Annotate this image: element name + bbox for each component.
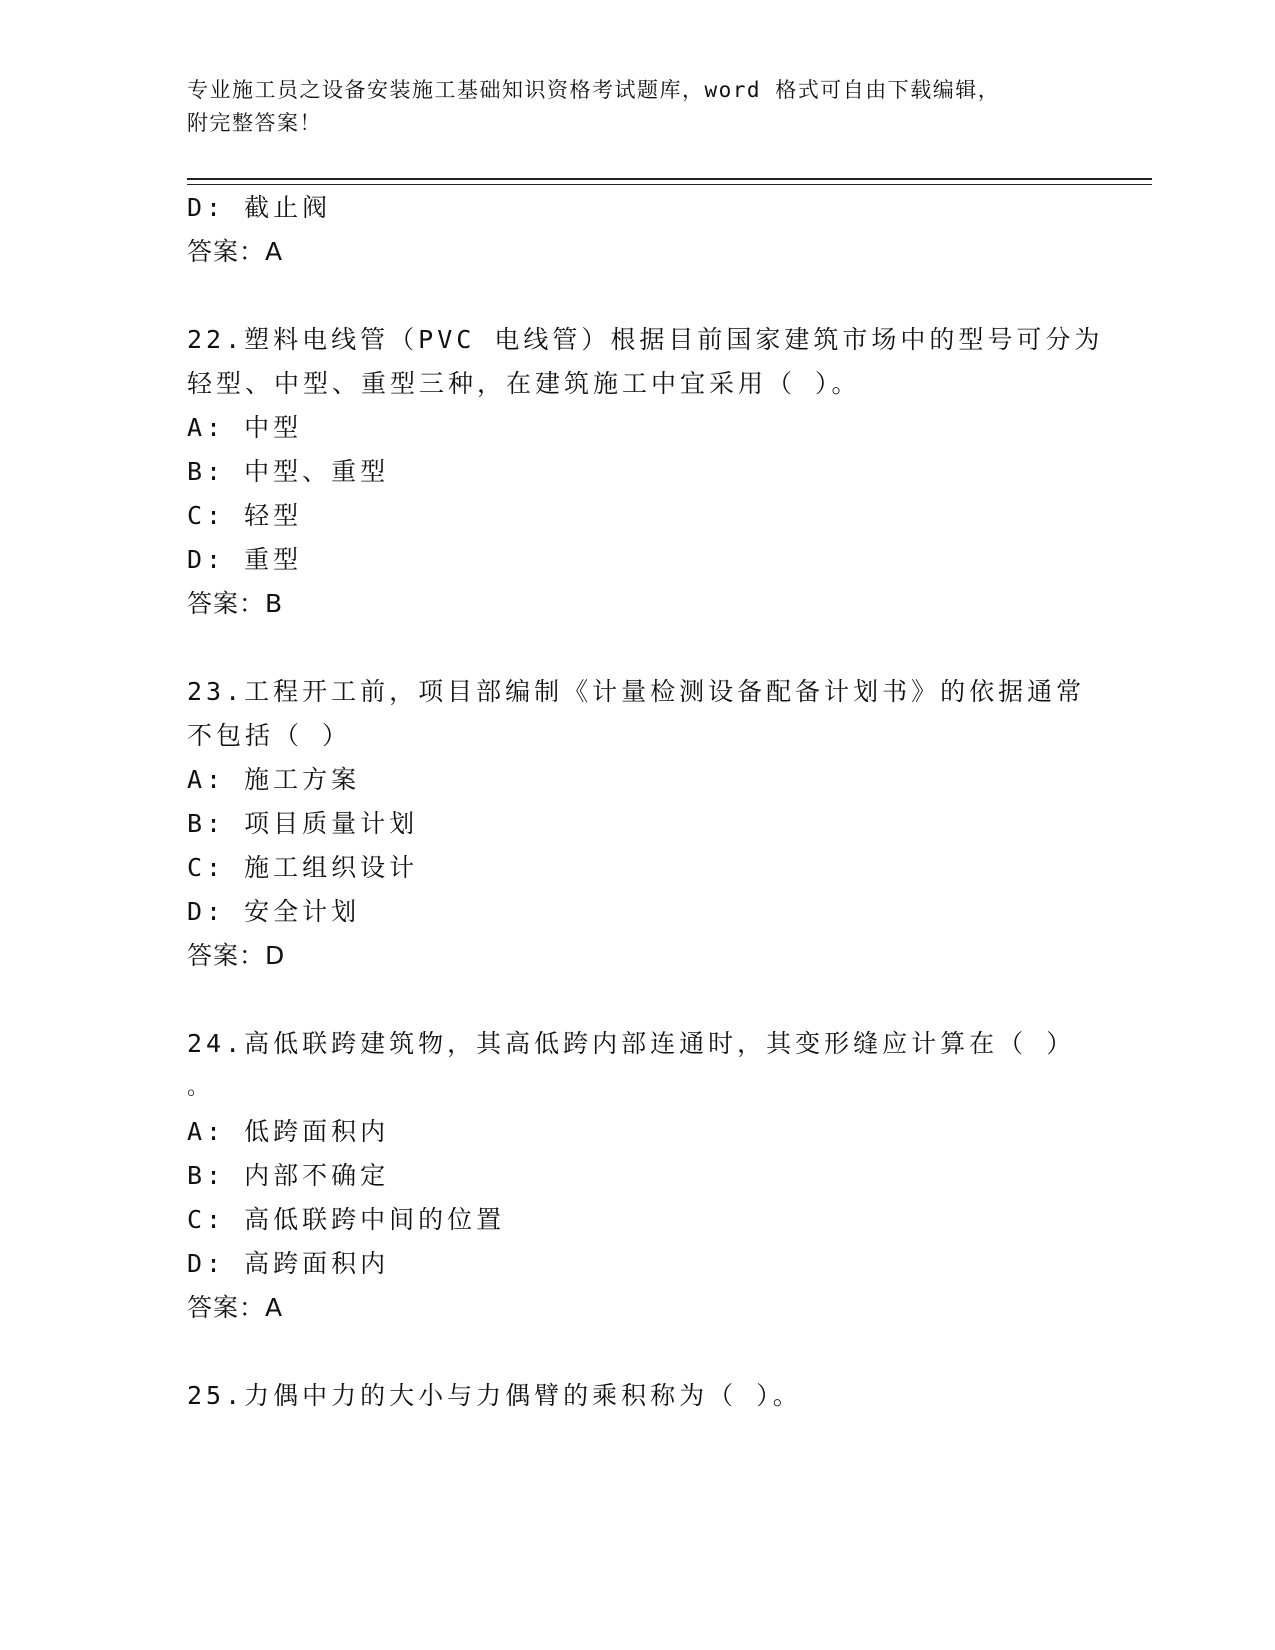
q24-answer: 答案：A (187, 1293, 284, 1322)
q23-option-d: D: 安全计划 (187, 897, 361, 926)
q22-text-line-2: 轻型、中型、重型三种，在建筑施工中宜采用（ ）。 (187, 369, 861, 398)
q21-option-d: D: 截止阀 (187, 193, 332, 222)
q21-answer: 答案：A (187, 237, 284, 266)
q25-text-line-1: 25.力偶中力的大小与力偶臂的乘积称为（ ）。 (187, 1381, 802, 1410)
header-rule-thin (187, 184, 1152, 185)
q23-text-line-1: 23.工程开工前，项目部编制《计量检测设备配备计划书》的依据通常 (187, 677, 1086, 706)
q24-text-line-2: 。 (187, 1075, 214, 1100)
q22-option-c: C: 轻型 (187, 501, 303, 530)
q23-text-line-2: 不包括（ ） (187, 721, 352, 750)
q22-option-b: B: 中型、重型 (187, 457, 390, 486)
q24-option-c: C: 高低联跨中间的位置 (187, 1205, 506, 1234)
q23-option-c: C: 施工组织设计 (187, 853, 419, 882)
q23-option-a: A: 施工方案 (187, 765, 361, 794)
q22-option-a: A: 中型 (187, 413, 303, 442)
q22-answer: 答案：B (187, 589, 284, 618)
page-header (187, 74, 1107, 140)
q23-answer: 答案：D (187, 941, 286, 970)
header-rule-thick (187, 178, 1152, 180)
q22-text-line-1: 22.塑料电线管（PVC 电线管）根据目前国家建筑市场中的型号可分为 (187, 325, 1104, 354)
q24-text-line-1: 24.高低联跨建筑物，其高低跨内部连通时，其变形缝应计算在（ ） (187, 1029, 1076, 1058)
q23-option-b: B: 项目质量计划 (187, 809, 419, 838)
header-line-2: 附完整答案！ (187, 111, 322, 135)
q24-option-d: D: 高跨面积内 (187, 1249, 390, 1278)
q22-option-d: D: 重型 (187, 545, 303, 574)
q24-option-b: B: 内部不确定 (187, 1161, 390, 1190)
q24-option-a: A: 低跨面积内 (187, 1117, 390, 1146)
header-line-1: 专业施工员之设备安装施工基础知识资格考试题库，word 格式可自由下载编辑， (187, 78, 1001, 102)
